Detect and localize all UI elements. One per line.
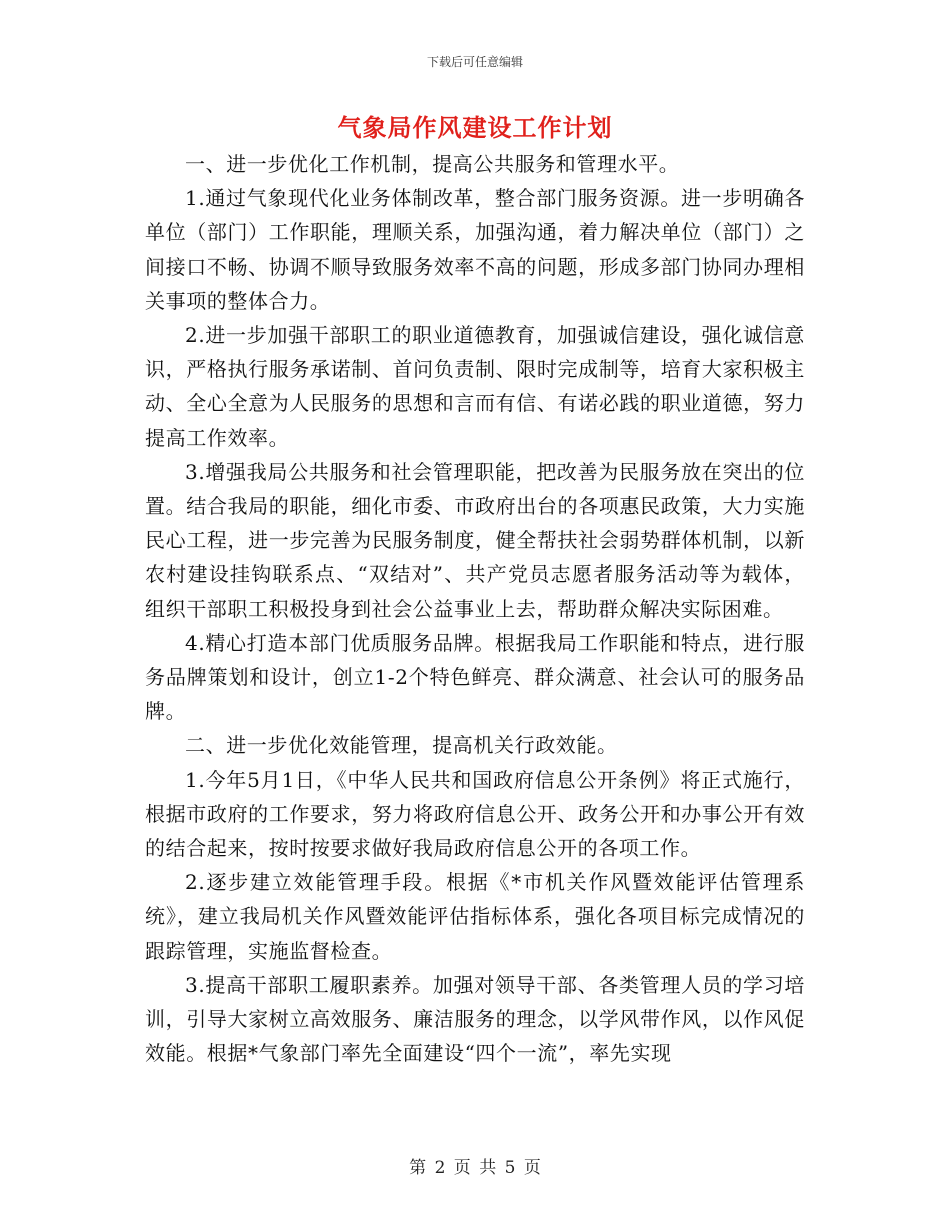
paragraph-1-2: 2.进一步加强干部职工的职业道德教育，加强诚信建设，强化诚信意识，严格执行服务承诺制、首问负责制、限时完成制等，培育大家积极主动、全心全意为人民服务的思想和言而有信、有诺必践的职业道德，努力提高工作效率。 bbox=[145, 323, 805, 450]
paragraph-1-4: 4.精心打造本部门优质服务品牌。根据我局工作职能和特点，进行服务品牌策划和设计，创立1-2个特色鲜亮、群众满意、社会认可的服务品牌。 bbox=[145, 630, 805, 724]
document-title: 气象局作风建设工作计划 bbox=[337, 113, 613, 142]
document-body bbox=[145, 147, 805, 1070]
paragraph-1-1: 1.通过气象现代化业务体制改革，整合部门服务资源。进一步明确各单位（部门）工作职能，理顺关系，加强沟通，着力解决单位（部门）之间接口不畅、协调不顺导致服务效率不高的问题，形成多部门协同办理相关事项的整体合力。 bbox=[145, 186, 805, 313]
paragraph-2-1: 1.今年5月1日，《中华人民共和国政府信息公开条例》将正式施行，根据市政府的工作要求，努力将政府信息公开、政务公开和办事公开有效的结合起来，按时按要求做好我局政府信息公开的各项工作。 bbox=[145, 767, 805, 861]
paragraph-2-3: 3.提高干部职工履职素养。加强对领导干部、各类管理人员的学习培训，引导大家树立高效服务、廉洁服务的理念，以学风带作风，以作风促效能。根据*气象部门率先全面建设“四个一流”，率先实现 bbox=[145, 972, 805, 1066]
paragraph-1-3: 3.增强我局公共服务和社会管理职能，把改善为民服务放在突出的位置。结合我局的职能，细化市委、市政府出台的各项惠民政策，大力实施民心工程，进一步完善为民服务制度，健全帮扶社会弱势群体机制，以新农村建设挂钩联系点、“双结对”、共产党员志愿者服务活动等为载体，组织干部职工积极投身到社会公益事业上去，帮助群众解决实际困难。 bbox=[145, 459, 805, 621]
download-note: 下载后可任意编辑 bbox=[426, 55, 523, 69]
paragraph-2-2: 2.逐步建立效能管理手段。根据《*市机关作风暨效能评估管理系统》，建立我局机关作风暨效能评估指标体系，强化各项目标完成情况的跟踪管理，实施监督检查。 bbox=[145, 870, 805, 963]
section-heading-1: 一、进一步优化工作机制，提高公共服务和管理水平。 bbox=[185, 152, 680, 176]
section-heading-2: 二、进一步优化效能管理，提高机关行政效能。 bbox=[185, 733, 618, 758]
page-number-footer: 第 2 页 共 5 页 bbox=[409, 1158, 541, 1178]
